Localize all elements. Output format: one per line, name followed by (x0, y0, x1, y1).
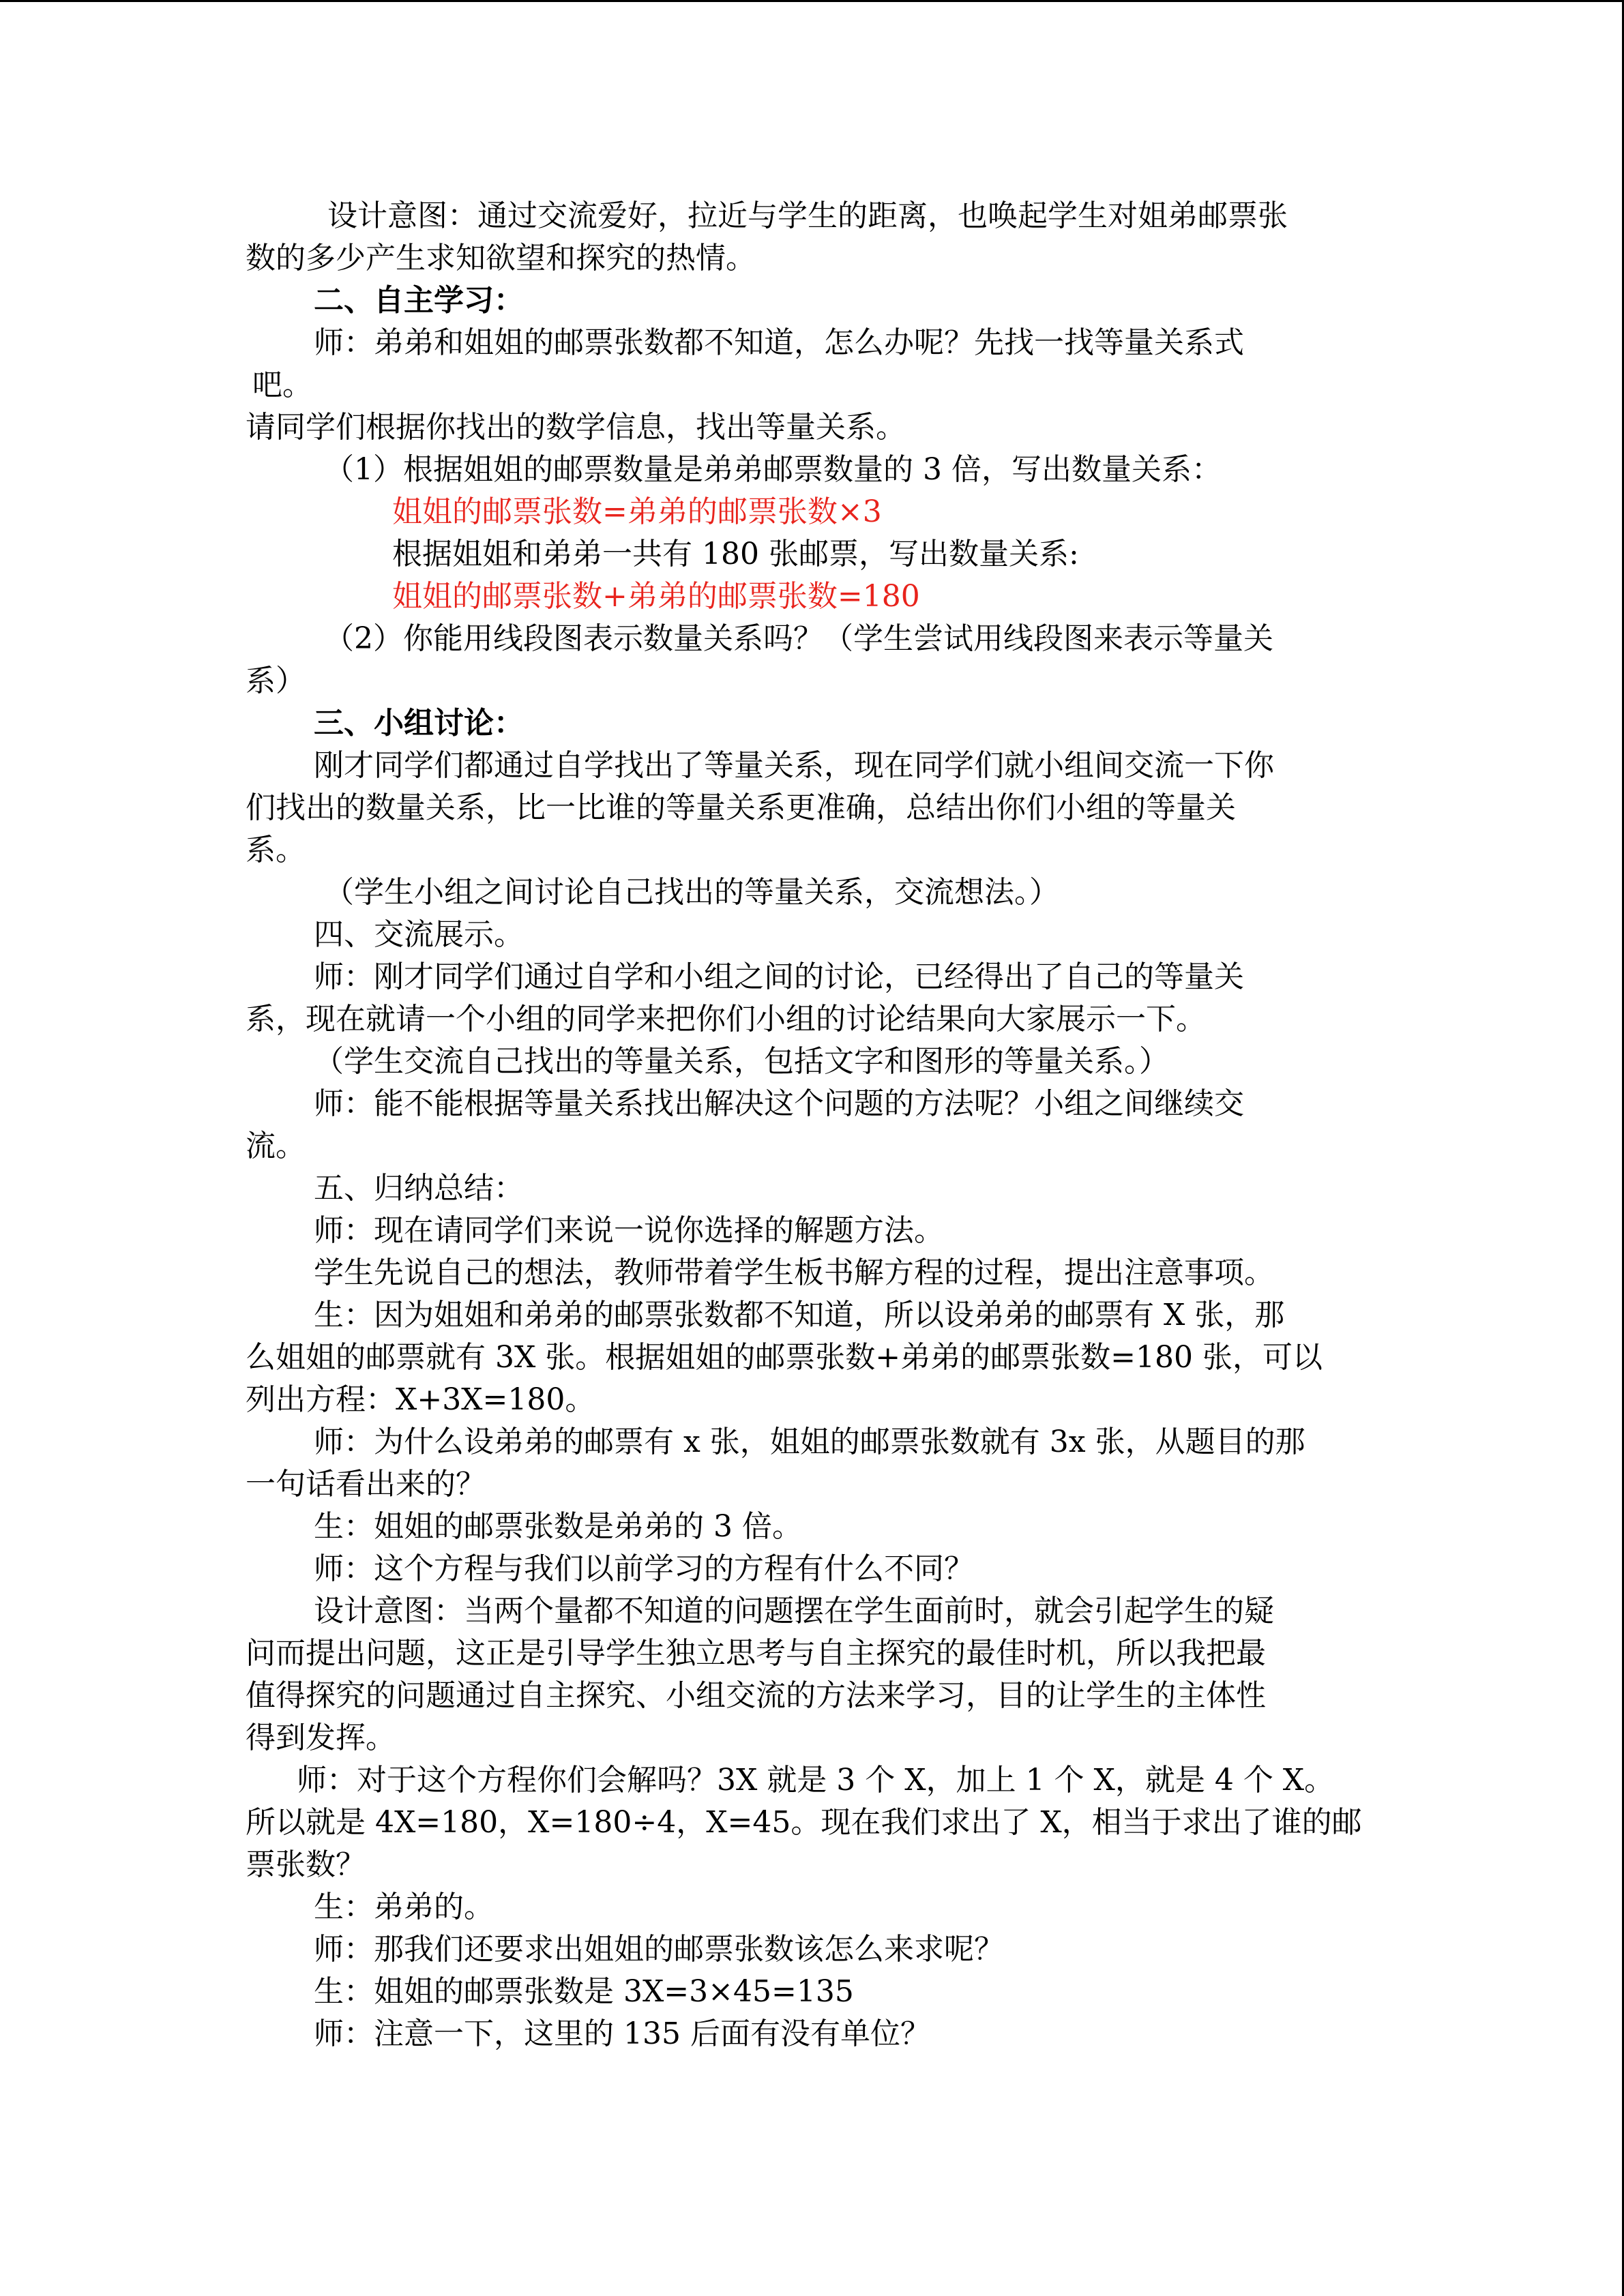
instruction-line: 请同学们根据你找出的数学信息，找出等量关系。 (246, 410, 906, 445)
design-intent-paragraph-2-cont-1: 问而提出问题，这正是引导学生独立思考与自主探究的最佳时机，所以我把最 (246, 1636, 1266, 1671)
teacher-share-line: 师：刚才同学们通过自学和小组之间的讨论，已经得出了自己的等量关 (314, 959, 1244, 994)
teacher-why-line-cont: 一句话看出来的？ (246, 1467, 486, 1502)
teacher-why-line: 师：为什么设弟弟的邮票有 x 张，姐姐的邮票张数就有 3x 张，从题目的那 (314, 1425, 1305, 1459)
teacher-summary-line: 师：现在请同学们来说一说你选择的解题方法。 (314, 1213, 944, 1248)
teacher-method-question-cont: 流。 (246, 1129, 306, 1163)
design-intent-paragraph-1: 设计意图：通过交流爱好，拉近与学生的距离，也唤起学生对姐弟邮票张 (327, 198, 1288, 233)
student-board-line: 学生先说自己的想法，教师带着学生板书解方程的过程，提出注意事项。 (314, 1255, 1274, 1290)
student-3-times-line: 生：姐姐的邮票张数是弟弟的 3 倍。 (314, 1509, 802, 1544)
teacher-sister-question: 师：那我们还要求出姐姐的邮票张数该怎么来求呢？ (314, 1932, 1004, 1967)
step-2-line: （2）你能用线段图表示数量关系吗？（学生尝试用线段图来表示等量关 (324, 621, 1273, 656)
student-answer-line-cont-2: 列出方程：X+3X=180。 (246, 1382, 595, 1417)
teacher-line: 师：弟弟和姐姐的邮票张数都不知道，怎么办呢？先找一找等量关系式 (314, 325, 1244, 360)
teacher-line-cont: 吧。 (252, 368, 312, 402)
design-intent-paragraph-1-cont: 数的多少产生求知欲望和探究的热情。 (246, 241, 756, 275)
step-2-line-cont: 系） (246, 664, 306, 698)
teacher-difference-line: 师：这个方程与我们以前学习的方程有什么不同？ (314, 1551, 974, 1586)
teacher-solve-line-cont-2: 票张数？ (246, 1847, 366, 1882)
section-heading-group-discussion: 三、小组讨论： (314, 706, 524, 741)
section-heading-summary: 五、归纳总结： (314, 1171, 524, 1206)
teacher-solve-line-cont-1: 所以就是 4X=180，X=180÷4，X=45。现在我们求出了 X，相当于求出了谁的邮 (246, 1805, 1362, 1840)
equation-times-3: 姐姐的邮票张数=弟弟的邮票张数×3 (392, 494, 882, 529)
teacher-method-question: 师：能不能根据等量关系找出解决这个问题的方法呢？小组之间继续交 (314, 1086, 1244, 1121)
page-border-top (0, 0, 1624, 2)
design-intent-paragraph-2-cont-2: 值得探究的问题通过自主探究、小组交流的方法来学习，目的让学生的主体性 (246, 1678, 1266, 1713)
teacher-share-line-cont: 系，现在就请一个小组的同学来把你们小组的讨论结果向大家展示一下。 (246, 1002, 1206, 1037)
teacher-unit-question: 师：注意一下，这里的 135 后面有没有单位？ (314, 2016, 930, 2051)
document-body (246, 195, 1378, 2055)
group-discussion-paragraph-cont-2: 系。 (246, 833, 306, 867)
student-answer-line-cont-1: 么姐姐的邮票就有 3X 张。根据姐姐的邮票张数+弟弟的邮票张数=180 张，可以 (246, 1340, 1323, 1375)
student-discussion-note: （学生小组之间讨论自己找出的等量关系，交流想法。） (324, 875, 1059, 910)
group-discussion-paragraph-cont-1: 们找出的数量关系，比一比谁的等量关系更准确，总结出你们小组的等量关 (246, 790, 1236, 825)
step-1-line: （1）根据姐姐的邮票数量是弟弟邮票数量的 3 倍，写出数量关系： (324, 452, 1222, 487)
student-sister-answer: 生：姐姐的邮票张数是 3X=3×45=135 (314, 1974, 854, 2009)
teacher-solve-line: 师：对于这个方程你们会解吗？3X 就是 3 个 X，加上 1 个 X，就是 4 个 X。 (297, 1763, 1335, 1798)
design-intent-paragraph-2: 设计意图：当两个量都不知道的问题摆在学生面前时，就会引起学生的疑 (314, 1594, 1274, 1628)
student-brother-line: 生：弟弟的。 (314, 1890, 494, 1924)
section-heading-self-study: 二、自主学习： (314, 283, 524, 318)
equation-sum-180: 姐姐的邮票张数+弟弟的邮票张数=180 (392, 579, 920, 614)
student-share-note: （学生交流自己找出的等量关系，包括文字和图形的等量关系。） (314, 1044, 1169, 1079)
section-heading-share: 四、交流展示。 (314, 917, 524, 952)
group-discussion-paragraph: 刚才同学们都通过自学找出了等量关系，现在同学们就小组间交流一下你 (314, 748, 1274, 783)
student-answer-line: 生：因为姐姐和弟弟的邮票张数都不知道，所以设弟弟的邮票有 X 张，那 (314, 1298, 1285, 1332)
step-1-total-line: 根据姐姐和弟弟一共有 180 张邮票，写出数量关系: (392, 537, 1079, 571)
design-intent-paragraph-2-cont-3: 得到发挥。 (246, 1720, 396, 1755)
